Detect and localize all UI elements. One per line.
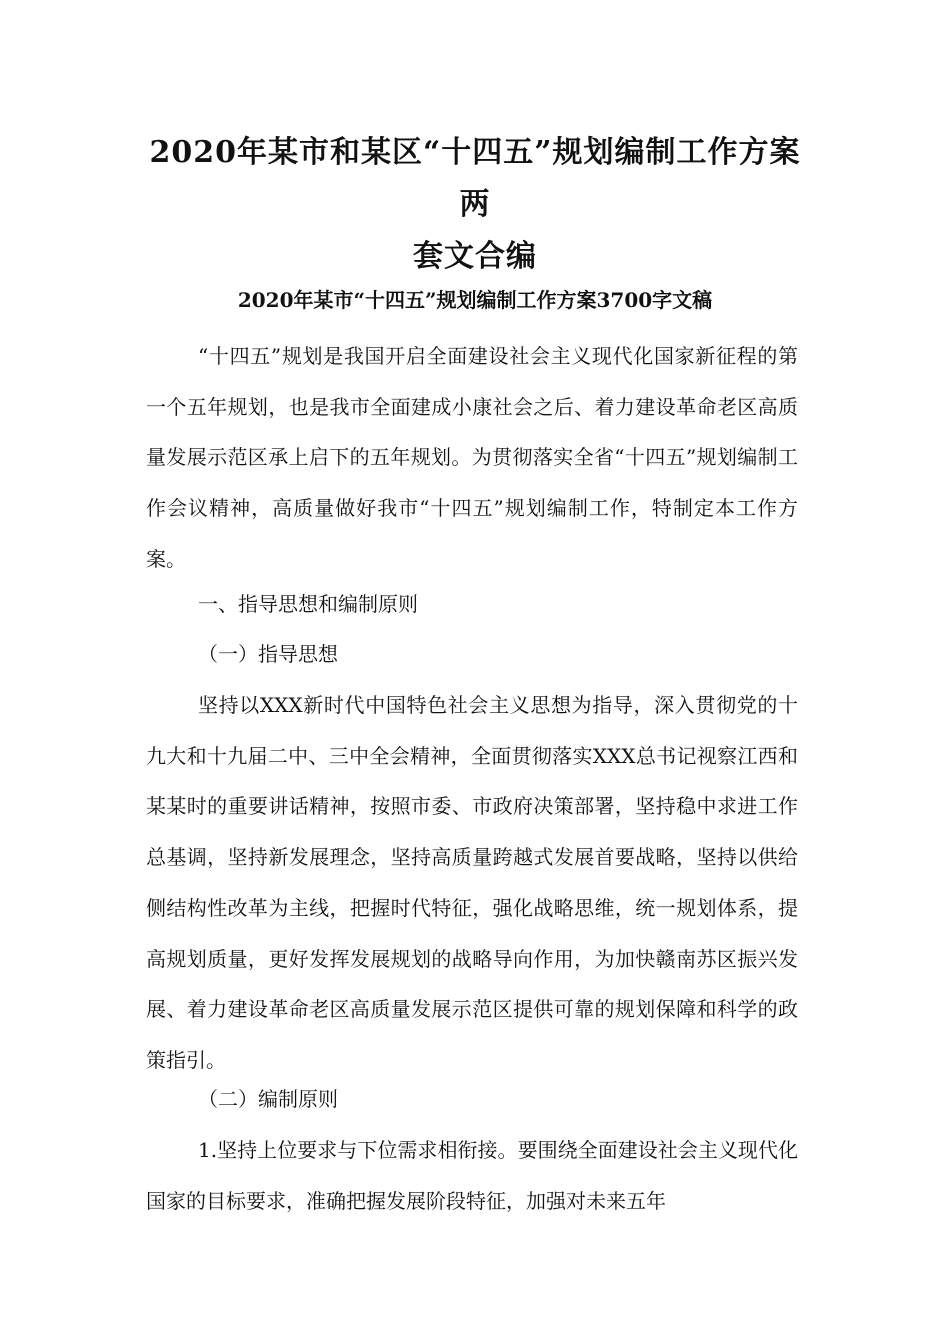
intro-paragraph xyxy=(146,331,798,585)
document-title-line-1: 2020年某市和某区“十四五”规划编制工作方案两 xyxy=(149,135,801,222)
subsection-heading-2 xyxy=(146,1074,798,1125)
principle-paragraph-text: 1.坚持上位要求与下位需求相衔接。要围绕全面建设社会主义现代化国家的目标要求，准确把握发展阶段特征，加强对未来五年 xyxy=(146,1138,798,1213)
guiding-paragraph xyxy=(146,680,798,1086)
intro-paragraph-text: “十四五”规划是我国开启全面建设社会主义现代化国家新征程的第一个五年规划，也是我市全面建成小康社会之后、着力建设革命老区高质量发展示范区承上启下的五年规划。为贯彻落实全省“十四五”规划编制工作会议精神，高质量做好我市“十四五”规划编制工作，特制定本工作方案。 xyxy=(146,344,798,571)
document-title-line-2: 套文合编 xyxy=(413,239,537,274)
subsection-heading-1 xyxy=(146,629,798,680)
section-heading-1 xyxy=(146,579,798,630)
document-title xyxy=(140,127,810,283)
guiding-paragraph-text: 坚持以XXX新时代中国特色社会主义思想为指导，深入贯彻党的十九大和十九届二中、三中全会精神，全面贯彻落实XXX总书记视察江西和某某时的重要讲话精神，按照市委、市政府决策部署，坚持稳中求进工作总基调，坚持新发展理念，坚持高质量跨越式发展首要战略，坚持以供给侧结构性改革为主线，把握时代特征，强化战略思维，统一规划体系，提高规划质量，更好发挥发展规划的战略导向作用，为加快赣南苏区振兴发展、着力建设革命老区高质量发展示范区提供可靠的规划保障和科学的政策指引。 xyxy=(146,693,798,1072)
section-heading-1-text: 一、指导思想和编制原则 xyxy=(198,592,418,616)
principle-paragraph xyxy=(146,1125,798,1226)
document-subtitle: 2020年某市“十四五”规划编制工作方案3700字文稿 xyxy=(237,288,713,312)
subsection-heading-2-text: （二）编制原则 xyxy=(198,1087,338,1111)
subsection-heading-1-text: （一）指导思想 xyxy=(198,642,338,666)
